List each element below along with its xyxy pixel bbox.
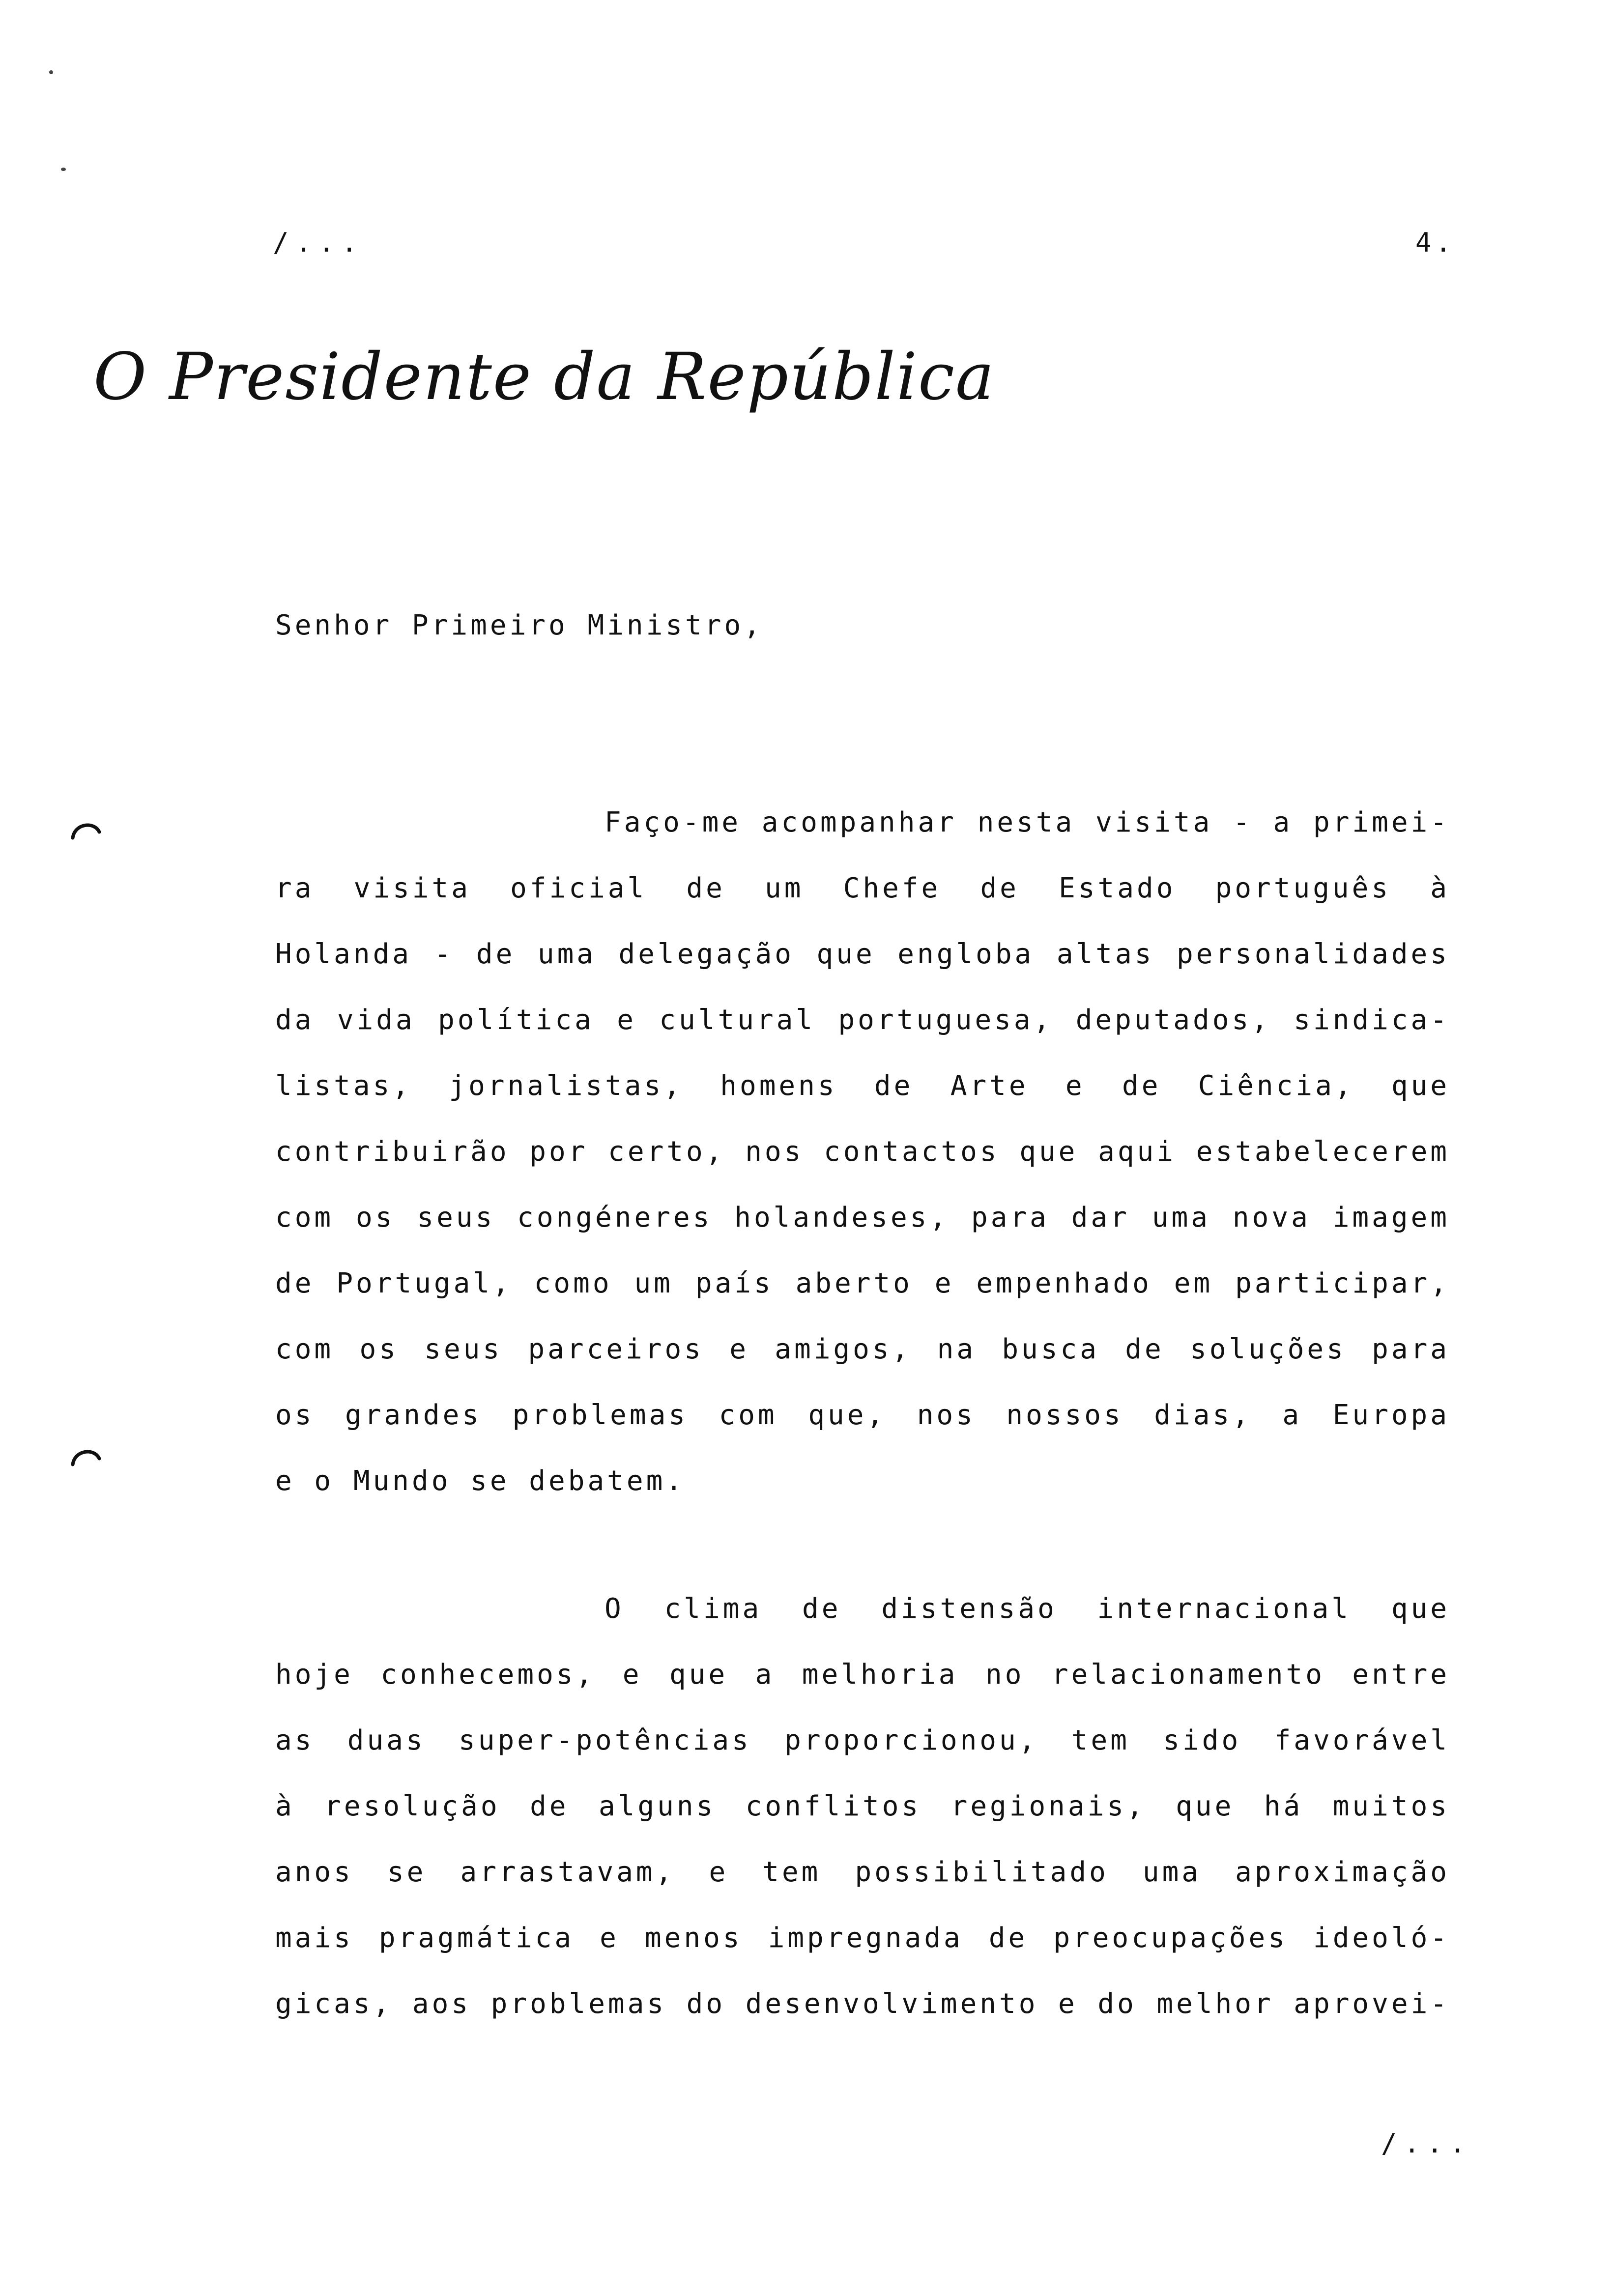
paragraph-line: contribuirão por certo, nos contactos que aqui estabelecerem xyxy=(275,1136,1450,1168)
paragraph-line: de Portugal, como um país aberto e empenhado em participar, xyxy=(275,1267,1450,1299)
page-number: 4. xyxy=(1415,227,1456,258)
paragraph-line: com os seus parceiros e amigos, na busca de soluções para xyxy=(275,1333,1450,1365)
paragraph-line: à resolução de alguns conflitos regionais, que há muitos xyxy=(275,1790,1450,1822)
scan-speck xyxy=(61,168,66,171)
paragraph-line: gicas, aos problemas do desenvolvimento e do melhor aprovei- xyxy=(275,1988,1450,2020)
letterhead-script: O Presidente da República xyxy=(93,339,995,415)
punch-hole-arc-icon xyxy=(70,1445,101,1476)
paragraph-line: mais pragmática e menos impregnada de preocupações ideoló- xyxy=(275,1922,1450,1954)
paragraph-line: as duas super-potências proporcionou, tem sido favorável xyxy=(275,1724,1450,1756)
scan-speck xyxy=(49,70,53,74)
paragraph-delegation xyxy=(275,806,1450,1530)
paragraph-detente xyxy=(275,1592,1450,2053)
punch-hole-arc-icon xyxy=(70,818,101,850)
paragraph-line: e o Mundo se debatem. xyxy=(275,1465,686,1497)
paragraph-line: Faço-me acompanhar nesta visita - a primei- xyxy=(604,806,1450,838)
salutation: Senhor Primeiro Ministro, xyxy=(275,609,763,641)
paragraph-line: da vida política e cultural portuguesa, deputados, sindica- xyxy=(275,1004,1450,1036)
paragraph-line: anos se arrastavam, e tem possibilitado uma aproximação xyxy=(275,1856,1450,1888)
paragraph-line: os grandes problemas com que, nos nossos dias, a Europa xyxy=(275,1399,1450,1431)
paragraph-line: com os seus congéneres holandeses, para dar uma nova imagem xyxy=(275,1202,1450,1234)
footer-continuation-mark: /... xyxy=(1381,2128,1473,2159)
paragraph-line: hoje conhecemos, e que a melhoria no relacionamento entre xyxy=(275,1659,1450,1691)
paragraph-line: ra visita oficial de um Chefe de Estado português à xyxy=(275,872,1450,904)
paragraph-line: Holanda - de uma delegação que engloba altas personalidades xyxy=(275,938,1450,970)
paragraph-line: listas, jornalistas, homens de Arte e de Ciência, que xyxy=(275,1070,1450,1102)
header-continuation-mark: /... xyxy=(273,227,365,258)
paragraph-line: O clima de distensão internacional que xyxy=(604,1593,1450,1625)
